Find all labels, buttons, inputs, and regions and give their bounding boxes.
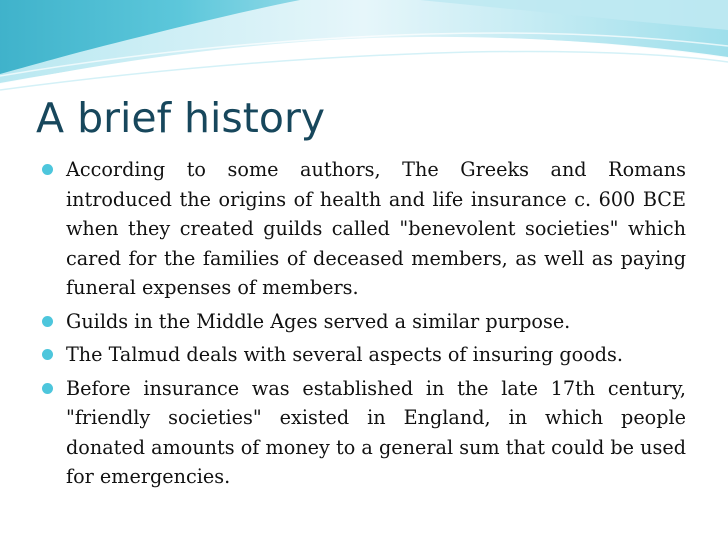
bullet-item xyxy=(42,155,686,303)
bullet-text: Guilds in the Middle Ages served a similar purpose. xyxy=(66,309,571,333)
bullet-dot-icon xyxy=(42,349,53,360)
bullet-dot-icon xyxy=(42,383,53,394)
bullet-item xyxy=(42,374,686,492)
slide-title: A brief history xyxy=(36,94,326,142)
header-wave-decoration xyxy=(0,0,728,100)
bullet-item xyxy=(42,307,686,337)
bullet-item xyxy=(42,340,686,370)
bullet-text: The Talmud deals with several aspects of insuring goods. xyxy=(66,343,623,366)
bullet-list xyxy=(42,155,686,496)
bullet-text: Before insurance was established in the late 17th century, "friendly societies" existed in England, in which people donated amounts of money to a general sum that could be used for emergencies. xyxy=(66,376,686,488)
bullet-dot-icon xyxy=(42,164,53,175)
bullet-dot-icon xyxy=(42,316,53,327)
bullet-text: According to some authors, The Greeks and Romans introduced the origins of health and life insurance c. 600 BCE when they created guilds called "benevolent societies" which cared for the families of deceased members, as well as paying funeral expenses of members. xyxy=(66,158,686,299)
